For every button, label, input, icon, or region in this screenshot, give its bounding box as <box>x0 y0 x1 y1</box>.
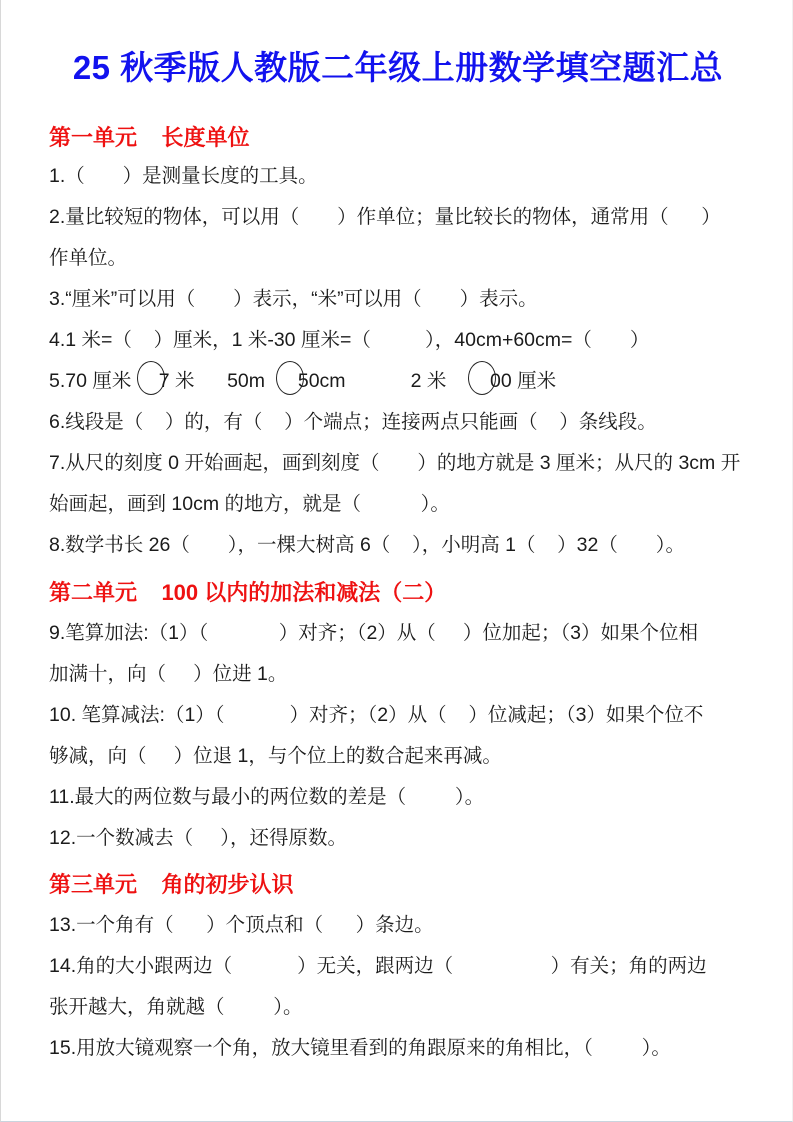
question-5-text: 5.70 厘米 <box>49 370 137 392</box>
question-8: 8.数学书长 26（ ），一棵大树高 6（ ），小明高 1（ ）32（ ）。 <box>49 534 686 556</box>
question-5-text: 7 米 <box>158 370 228 392</box>
section-header-unit1: 第一单元 长度单位 <box>49 125 250 150</box>
question-14-line-1: 14.角的大小跟两边（ ）无关，跟两边（ ）有关；角的两边 <box>49 955 707 977</box>
question-5 <box>49 361 747 402</box>
question-10-line-2: 够减，向（ ）位退 1，与个位上的数合起来再减。 <box>49 745 502 767</box>
question-14-line-2: 张开越大，角就越（ ）。 <box>49 996 303 1018</box>
question-5-text: 50m <box>227 370 276 392</box>
question-5-text: 00 厘米 <box>490 370 557 392</box>
question-2-line-1: 2.量比较短的物体，可以用（ ）作单位；量比较长的物体，通常用（ ） <box>49 206 721 228</box>
question-10-line-1: 10. 笔算减法:（1）（ ）对齐；（2）从（ ）位减起；（3）如果个位不 <box>49 704 704 726</box>
document-title: 25 秋季版人教版二年级上册数学填空题汇总 <box>72 49 724 86</box>
question-7-line-1: 7.从尺的刻度 0 开始画起，画到刻度（ ）的地方就是 3 厘米；从尺的 3cm 开 <box>49 452 741 474</box>
question-5-text: 50cm <box>297 370 411 392</box>
question-11: 11.最大的两位数与最小的两位数的差是（ ）。 <box>49 786 485 808</box>
question-6: 6.线段是（ ）的，有（ ）个端点；连接两点只能画（ ）条线段。 <box>49 411 657 433</box>
question-2-line-2: 作单位。 <box>49 247 128 269</box>
section-header-unit2: 第二单元 100 以内的加法和减法（二） <box>49 580 447 605</box>
section-header-unit3: 第三单元 角的初步认识 <box>49 872 294 897</box>
question-9-line-2: 加满十，向（ ）位进 1。 <box>49 663 288 685</box>
question-3: 3.“厘米”可以用（ ）表示，“米”可以用（ ）表示。 <box>49 288 538 310</box>
question-9-line-1: 9.笔算加法:（1）（ ）对齐；（2）从（ ）位加起；（3）如果个位相 <box>49 622 698 644</box>
question-1: 1.（ ）是测量长度的工具。 <box>49 165 318 187</box>
question-12: 12.一个数减去（ ），还得原数。 <box>49 827 347 849</box>
question-15: 15.用放大镜观察一个角，放大镜里看到的角跟原来的角相比，（ ）。 <box>49 1037 671 1059</box>
question-4: 4.1 米=（ ）厘米，1 米-30 厘米=（ ），40cm+60cm=（ ） <box>49 329 650 351</box>
question-5-text: 2 米 <box>410 370 468 392</box>
question-7-line-2: 始画起，画到 10cm 的地方，就是（ ）。 <box>49 493 450 515</box>
question-13: 13.一个角有（ ）个顶点和（ ）条边。 <box>49 914 434 936</box>
